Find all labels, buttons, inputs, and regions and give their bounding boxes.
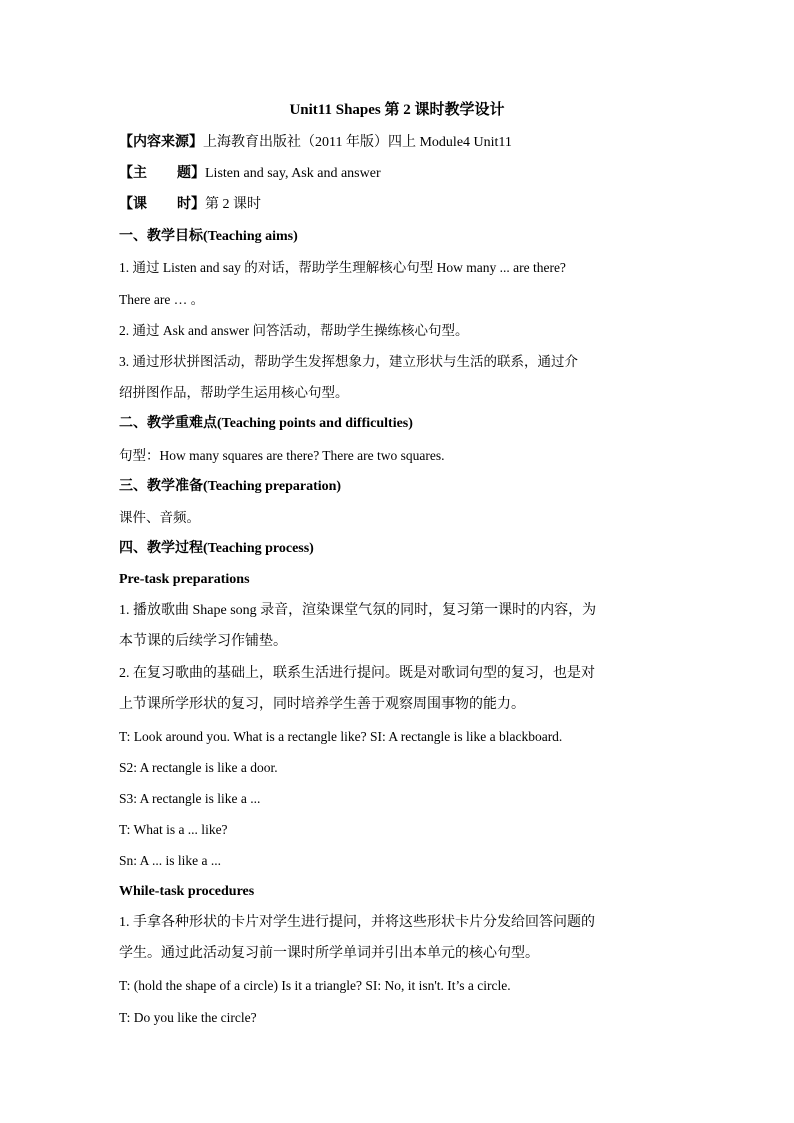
topic-label-end: 题】 — [177, 166, 205, 181]
pre-task-1-line-2: 本节课的后续学习作铺垫。 — [119, 634, 287, 649]
section-heading-points: 二、教学重难点(Teaching points and difficulties) — [119, 416, 413, 431]
aim-1-line-2: There are … 。 — [119, 292, 205, 307]
section-heading-process: 四、教学过程(Teaching process) — [119, 541, 314, 556]
aim-3-line-1: 3. 通过形状拼图活动，帮助学生发挥想象力，建立形状与生活的联系，通过介 — [119, 354, 578, 369]
topic-value: Listen and say, Ask and answer — [205, 166, 381, 181]
section-heading-preparation: 三、教学准备(Teaching preparation) — [119, 479, 342, 494]
section-heading-aims: 一、教学目标(Teaching aims) — [119, 229, 298, 244]
pre-task-2-line-2: 上节课所学形状的复习，同时培养学生善于观察周围事物的能力。 — [119, 697, 525, 712]
dialog-line-6: T: (hold the shape of a circle) Is it a triangle? SI: No, it isn't. It’s a circle. — [119, 978, 511, 993]
while-task-1-line-2: 学生。通过此活动复习前一课时所学单词并引出本单元的核心句型。 — [119, 946, 539, 961]
aim-2: 2. 通过 Ask and answer 问答活动，帮助学生操练核心句型。 — [119, 323, 469, 338]
dialog-line-5: Sn: A ... is like a ... — [119, 853, 222, 868]
topic-label-start: 【主 — [119, 166, 147, 181]
period-line — [119, 195, 679, 215]
period-label-end: 时】 — [177, 197, 205, 212]
preparation-text: 课件、音频。 — [119, 510, 200, 525]
period-label-start: 【课 — [119, 197, 147, 212]
pre-task-1-line-1: 1. 播放歌曲 Shape song 录音，渲染课堂气氛的同时，复习第一课时的内容，为 — [119, 603, 597, 618]
aim-1-line-1: 1. 通过 Listen and say 的对话，帮助学生理解核心句型 How many ... are there? — [119, 260, 566, 275]
source-line — [119, 133, 679, 153]
dialog-line-2: S2: A rectangle is like a door. — [119, 760, 278, 775]
while-task-1-line-1: 1. 手拿各种形状的卡片对学生进行提问，并将这些形状卡片分发给回答问题的 — [119, 915, 595, 930]
document-title: Unit11 Shapes 第 2 课时教学设计 — [289, 102, 505, 118]
dialog-line-1: T: Look around you. What is a rectangle like? SI: A rectangle is like a blackboard. — [119, 729, 563, 744]
pre-task-heading: Pre-task preparations — [119, 572, 250, 587]
pre-task-2-line-1: 2. 在复习歌曲的基础上，联系生活进行提问。既是对歌词句型的复习，也是对 — [119, 666, 595, 681]
dialog-line-7: T: Do you like the circle? — [119, 1010, 257, 1025]
while-task-heading: While-task procedures — [119, 884, 255, 899]
dialog-line-3: S3: A rectangle is like a ... — [119, 791, 261, 806]
period-value: 第 2 课时 — [205, 197, 261, 212]
dialog-line-4: T: What is a ... like? — [119, 822, 228, 837]
source-label: 【内容来源】 — [119, 135, 203, 150]
topic-line — [119, 164, 679, 184]
points-text: 句型：How many squares are there? There are two squares. — [119, 448, 445, 463]
source-value: 上海教育出版社（2011 年版）四上 Module4 Unit11 — [203, 135, 512, 150]
aim-3-line-2: 绍拼图作品，帮助学生运用核心句型。 — [119, 385, 349, 400]
